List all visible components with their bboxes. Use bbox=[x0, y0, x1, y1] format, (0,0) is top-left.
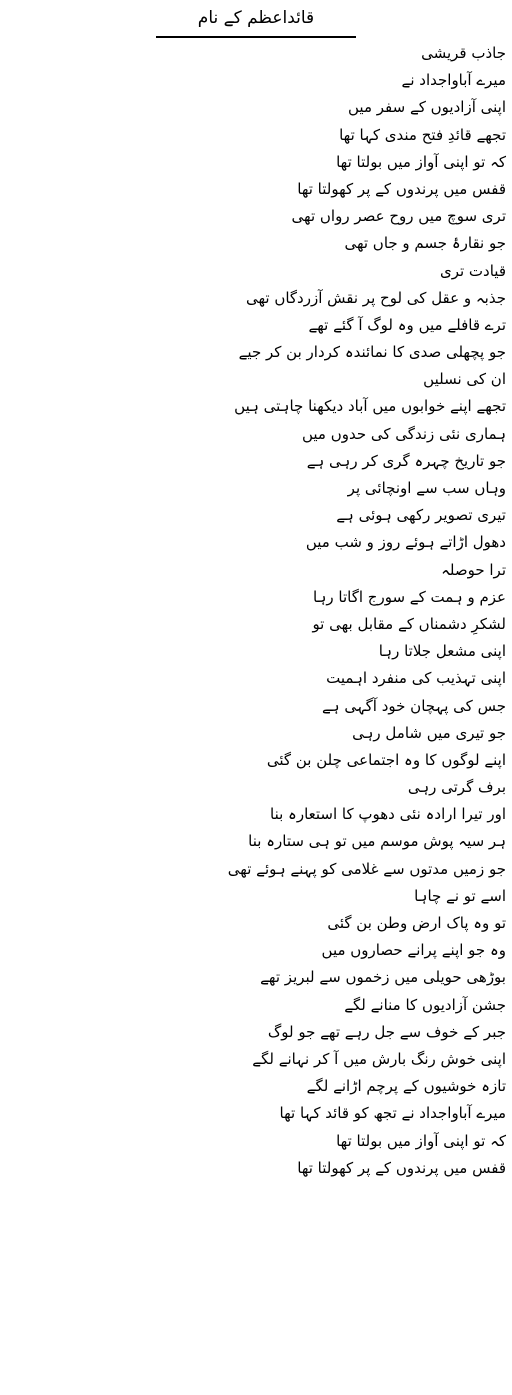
poem-line: میرے آباواجداد نے bbox=[401, 71, 506, 90]
poem-line: وہاں سب سے اونچائی پر bbox=[347, 479, 506, 497]
poem-line: جاذب قریشی bbox=[421, 44, 506, 62]
poem-line: تازہ خوشیوں کے پرچم اڑانے لگے bbox=[306, 1077, 506, 1096]
poem-line: ان کی نسلیں bbox=[423, 370, 506, 389]
page-title: قائداعظم کے نام bbox=[197, 8, 315, 28]
poem-line: تجھے اپنے خوابوں میں آباد دیکھنا چاہتی ہیں bbox=[234, 397, 506, 416]
poem-line: وہ جو اپنے پرانے حصاروں میں bbox=[321, 941, 506, 960]
poem-line: کہ تو اپنی آواز میں بولتا تھا bbox=[336, 1131, 506, 1150]
poem-line: اپنی تہذیب کی منفرد اہمیت bbox=[326, 669, 506, 688]
poem-line: قفس میں پرندوں کے پر کھولتا تھا bbox=[297, 1158, 506, 1177]
poem-line: تیری تصویر رکھی ہوئی ہے bbox=[336, 506, 506, 525]
poem-line: تری سوچ میں روح عصر رواں تھی bbox=[291, 207, 506, 226]
poem-line: جذبہ و عقل کی لوح پر نقش آزردگاں تھی bbox=[245, 288, 506, 307]
poem-line: اپنے لوگوں کا وہ اجتماعی چلن بن گئی bbox=[266, 750, 506, 769]
poem-line: قیادت تری bbox=[439, 261, 506, 280]
poem-line: اور تیرا ارادہ نئی دھوپ کا استعارہ بنا bbox=[270, 805, 506, 824]
poem-line: جشن آزادیوں کا منانے لگے bbox=[344, 995, 506, 1014]
poem-line: ہماری نئی زندگی کی حدوں میں bbox=[301, 424, 506, 443]
poem-line: تجھے قائدِ فتح مندی کہا تھا bbox=[339, 125, 506, 144]
poem-line: لشکرِ دشمناں کے مقابل بھی تو bbox=[312, 614, 506, 633]
poem-line: ترے قافلے میں وہ لوگ آ گئے تھے bbox=[308, 315, 506, 334]
poem-line: ترا حوصلہ bbox=[441, 560, 506, 579]
poem-line: اسے تو نے چاہا bbox=[414, 886, 506, 905]
poem-line: میرے آباواجداد نے تجھ کو قائد کہا تھا bbox=[279, 1104, 506, 1123]
poem-body bbox=[227, 40, 506, 1182]
poem-line: اپنی آزادیوں کے سفر میں bbox=[348, 98, 506, 117]
poem-line: اپنی مشعل جلاتا رہا bbox=[378, 642, 506, 661]
poem-line: جو تیری میں شامل رہی bbox=[352, 723, 506, 742]
poem-line: دھول اڑاتے ہوئے روز و شب میں bbox=[305, 533, 506, 552]
poem-line: تو وہ پاک ارض وطن بن گئی bbox=[327, 914, 506, 932]
poem-line: برف گرتی رہی bbox=[407, 778, 506, 797]
poem-line: جو پچھلی صدی کا نمائندہ کردار بن کر جیے bbox=[238, 343, 506, 362]
title-underline bbox=[156, 36, 356, 38]
poem-line: جو نقارۂ جسم و جاں تھی bbox=[344, 234, 506, 253]
poem-line: جو تاریخ چہرہ گری کر رہی ہے bbox=[306, 451, 506, 470]
poem-line: بوڑھی حویلی میں زخموں سے لبریز تھے bbox=[260, 968, 506, 987]
poem-line: جس کی پہچان خود آگہی ہے bbox=[322, 696, 506, 715]
poem-line: قفس میں پرندوں کے پر کھولتا تھا bbox=[297, 179, 506, 198]
poem-line: کہ تو اپنی آواز میں بولتا تھا bbox=[336, 152, 506, 171]
poem-line: ہر سیہ پوش موسم میں تو ہی ستارہ بنا bbox=[248, 832, 506, 851]
poem-line: جو زمیں مدتوں سے غلامی کو پہنے ہوئے تھی bbox=[227, 859, 506, 878]
poem-line: جبر کے خوف سے جل رہے تھے جو لوگ bbox=[267, 1022, 506, 1041]
poem-line: عزم و ہمت کے سورج اگاتا رہا bbox=[313, 587, 506, 606]
poem-line: اپنی خوش رنگ بارش میں آ کر نہانے لگے bbox=[252, 1049, 506, 1068]
